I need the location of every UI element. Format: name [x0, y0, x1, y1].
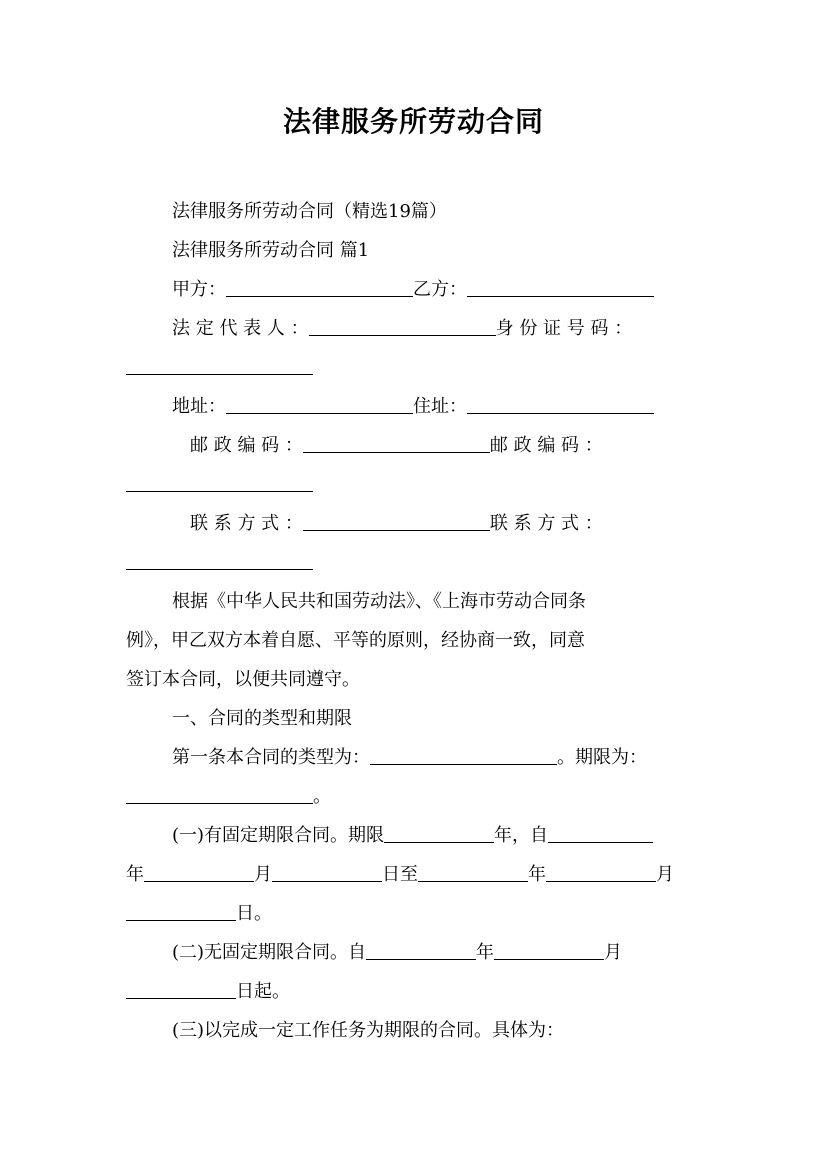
contact-label-a: 联 系 方 式 ： [190, 513, 303, 534]
end-year-blank [418, 863, 528, 882]
address-line [172, 394, 701, 420]
residence-blank [467, 395, 654, 414]
party-b-blank [467, 278, 654, 297]
postcode-blank-b [126, 473, 313, 492]
fixed-term-years-blank [384, 824, 494, 843]
day-to-label: 日至 [382, 864, 418, 885]
document-subtitle: 法律服务所劳动合同（精选19篇） [172, 201, 447, 222]
contract-term-blank [126, 785, 313, 804]
intro-line-3: 签订本合同，以便共同遵守。 [126, 669, 360, 690]
fixed-term-line [172, 823, 701, 849]
residence-label: 住址： [413, 396, 467, 417]
open-end-label: 日起。 [236, 981, 290, 1002]
legal-rep-line [172, 316, 701, 342]
party-a-label: 甲方： [172, 279, 226, 300]
year-label: 年 [528, 864, 546, 885]
end-month-blank [546, 863, 656, 882]
document-title: 法律服务所劳动合同 [282, 105, 544, 138]
intro-line-1: 根据《中华人民共和国劳动法》、《上海市劳动合同条 [172, 591, 586, 612]
fixed-term-from-label: 年，自 [494, 825, 549, 846]
postcode-label-b: 邮 政 编 码 ： [489, 435, 603, 456]
postcode-blank-a [303, 434, 490, 453]
month-label: 月 [604, 942, 623, 963]
party-line [172, 277, 701, 303]
contract-type-blank [370, 746, 557, 765]
year-label: 年 [126, 864, 144, 885]
address-label: 地址： [172, 396, 226, 417]
article-1-type-label: 第一条本合同的类型为： [172, 747, 370, 768]
start-month-blank [144, 863, 254, 882]
open-day-blank [126, 980, 236, 999]
section-heading: 法律服务所劳动合同 篇1 [172, 240, 370, 261]
postcode-line-2 [126, 472, 701, 498]
end-day-blank [126, 902, 236, 921]
legal-rep-label: 法 定 代 表 人 ： [172, 318, 309, 339]
postcode-line [172, 433, 701, 459]
open-term-line-2 [126, 979, 701, 1005]
id-number-line [126, 355, 701, 381]
fixed-start-blank [548, 824, 653, 843]
chapter-heading: 一、合同的类型和期限 [172, 708, 352, 729]
contact-line-2 [126, 550, 701, 576]
day-end-label: 日。 [236, 903, 272, 924]
article-1-line-2 [126, 784, 701, 810]
postcode-label-a: 邮 政 编 码 ： [190, 435, 303, 456]
fixed-term-line-2 [126, 862, 701, 888]
legal-rep-blank [309, 317, 496, 336]
month-label: 月 [656, 864, 674, 885]
start-day-blank [272, 863, 382, 882]
task-term-line: (三)以完成一定工作任务为期限的合同。具体为： [172, 1020, 565, 1041]
contact-blank-a [303, 512, 490, 531]
open-month-blank [494, 941, 604, 960]
open-term-label: (二)无固定期限合同。自 [172, 942, 367, 963]
party-b-label: 乙方： [413, 279, 467, 300]
intro-line-2: 例》，甲乙双方本着自愿、平等的原则，经协商一致，同意 [126, 630, 585, 651]
contact-blank-b [126, 551, 313, 570]
party-a-blank [226, 278, 413, 297]
fixed-term-label: (一)有固定期限合同。期限 [172, 825, 385, 846]
month-label: 月 [254, 864, 272, 885]
open-year-blank [366, 941, 476, 960]
article-1-term-label: 。期限为： [557, 747, 647, 768]
article-1-end: 。 [313, 786, 331, 807]
year-label: 年 [476, 942, 495, 963]
contact-label-b: 联 系 方 式 ： [489, 513, 603, 534]
contact-line [172, 511, 701, 537]
id-number-label: 身 份 证 号 码 ： [495, 318, 633, 339]
id-number-blank [126, 356, 313, 375]
open-term-line [172, 940, 701, 966]
article-1-line [172, 745, 701, 771]
address-blank [226, 395, 413, 414]
fixed-term-line-3 [126, 901, 701, 927]
